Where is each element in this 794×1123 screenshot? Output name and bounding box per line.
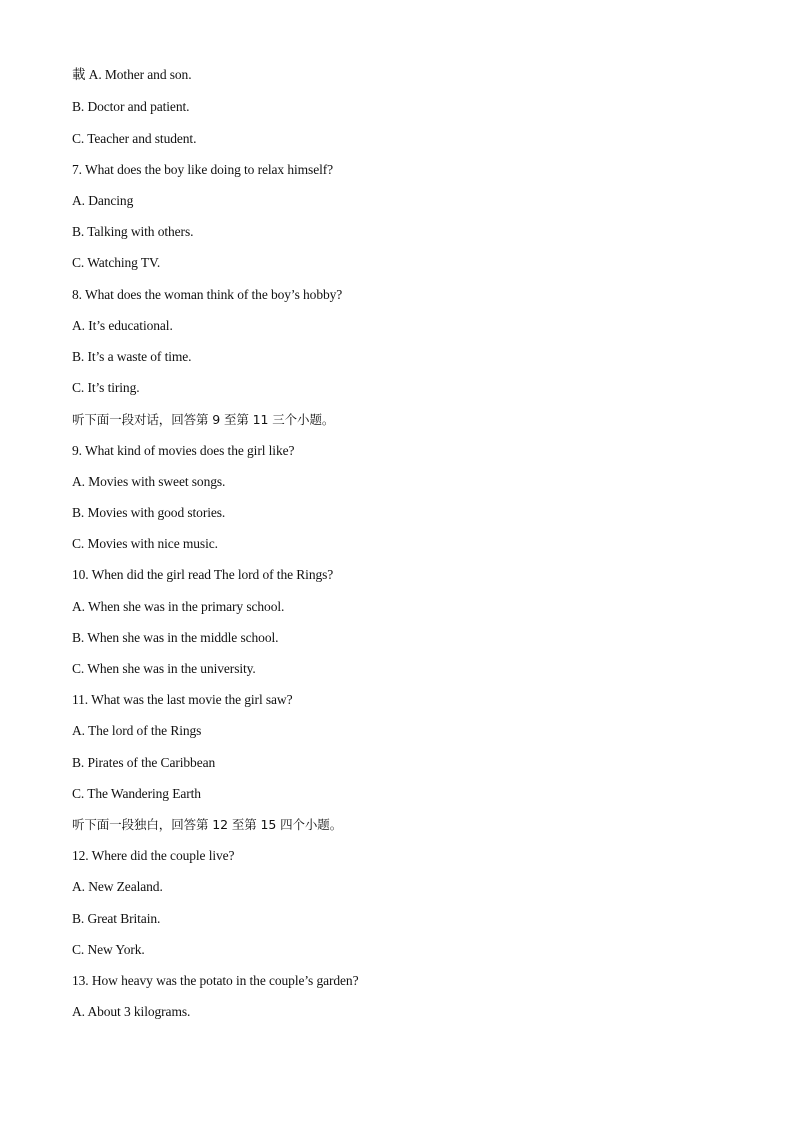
option-line-middle-school: B. When she was in the middle school. [72, 630, 279, 645]
option-line-primary-school: A. When she was in the primary school. [72, 599, 285, 614]
option-line-sweet-songs: A. Movies with sweet songs. [72, 474, 226, 489]
option-line-3-kilograms: A. About 3 kilograms. [72, 1004, 191, 1019]
option-line-great-britain: B. Great Britain. [72, 911, 161, 926]
option-line-new-york: C. New York. [72, 942, 145, 957]
option-line-pirates: B. Pirates of the Caribbean [72, 755, 216, 770]
option-line-waste-of-time: B. It’s a waste of time. [72, 349, 192, 364]
option-line-mother-son: 載 A. Mother and son. [72, 67, 192, 82]
option-line-watching-tv: C. Watching TV. [72, 255, 161, 270]
question-13: 13. How heavy was the potato in the couple’s garden? [72, 973, 359, 988]
question-8: 8. What does the woman think of the boy’s hobby? [72, 287, 343, 302]
question-9: 9. What kind of movies does the girl like? [72, 443, 295, 458]
option-line-doctor-patient: B. Doctor and patient. [72, 99, 190, 114]
option-line-wandering-earth: C. The Wandering Earth [72, 786, 201, 801]
question-10: 10. When did the girl read The lord of the Rings? [72, 567, 334, 582]
option-line-tiring: C. It’s tiring. [72, 380, 140, 395]
option-line-lord-of-rings: A. The lord of the Rings [72, 723, 202, 738]
option-line-good-stories: B. Movies with good stories. [72, 505, 226, 520]
section-instruction-dialogue: 听下面一段对话，回答第 9 至第 11 三个小题。 [72, 412, 335, 427]
question-7: 7. What does the boy like doing to relax himself? [72, 162, 334, 177]
option-line-dancing: A. Dancing [72, 193, 134, 208]
option-line-teacher-student: C. Teacher and student. [72, 131, 197, 146]
question-12: 12. Where did the couple live? [72, 848, 235, 863]
question-11: 11. What was the last movie the girl saw? [72, 692, 293, 707]
section-instruction-monologue: 听下面一段独白，回答第 12 至第 15 四个小题。 [72, 817, 343, 832]
option-line-new-zealand: A. New Zealand. [72, 879, 163, 894]
option-line-university: C. When she was in the university. [72, 661, 256, 676]
option-line-nice-music: C. Movies with nice music. [72, 536, 218, 551]
option-line-talking: B. Talking with others. [72, 224, 194, 239]
option-line-educational: A. It’s educational. [72, 318, 173, 333]
